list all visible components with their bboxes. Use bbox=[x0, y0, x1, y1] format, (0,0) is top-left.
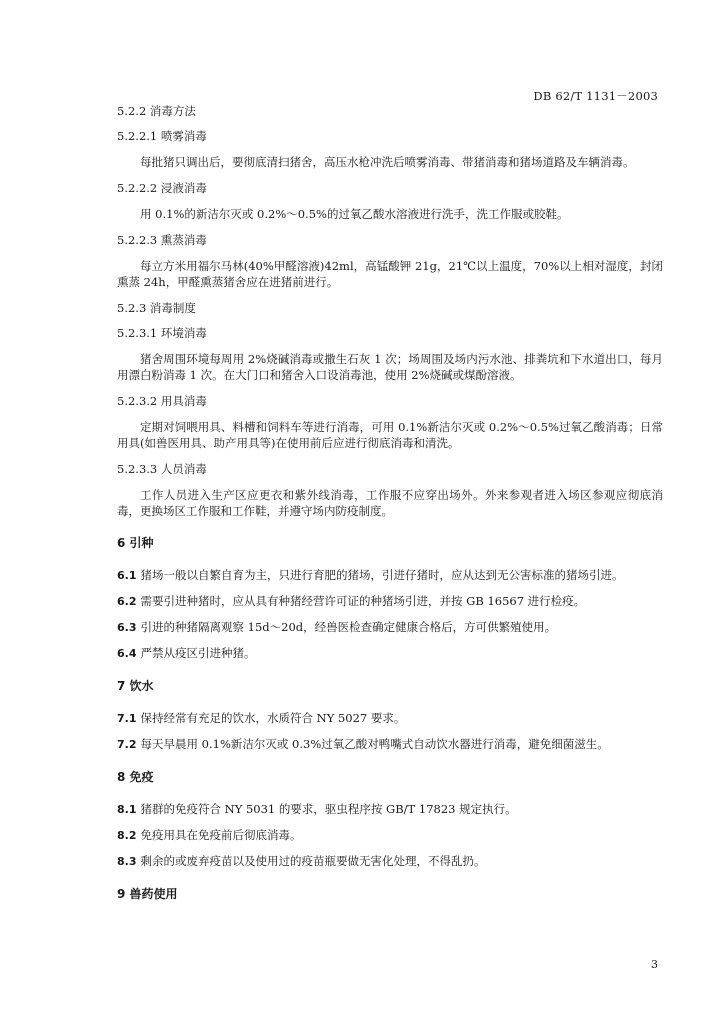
clause-text: 保持经常有充足的饮水，水质符合 NY 5027 要求。 bbox=[140, 711, 406, 725]
clause-5-2-3-3-text: 工作人员进入生产区应更衣和紫外线消毒，工作服不应穿出场外。外来参观者进入场区参观应彻底消毒，更换场区工作服和工作鞋，并遵守场内防疫制度。 bbox=[117, 488, 663, 518]
page-body bbox=[117, 104, 663, 918]
clause-number: 8.2 bbox=[117, 829, 137, 842]
clause-8-1 bbox=[117, 801, 663, 818]
clause-number: 6.1 bbox=[117, 569, 137, 582]
clause-5-2-3-1-text: 猪舍周围环境每周用 2%烧碱消毒或撒生石灰 1 次；场周围及场内污水池、排粪坑和下水道出口，每月用漂白粉消毒 1 次。在大门口和猪舍入口设消毒池，使用 2%烧碱或煤酚溶液。 bbox=[117, 352, 663, 382]
clause-text: 猪群的免疫符合 NY 5031 的要求，驱虫程序按 GB/T 17823 规定执行。 bbox=[140, 802, 517, 816]
clause-8-3 bbox=[117, 853, 663, 870]
clause-5-2-2-2-text: 用 0.1%的新洁尔灭或 0.2%～0.5%的过氧乙酸水溶液进行洗手，洗工作服或胶鞋。 bbox=[140, 207, 569, 221]
clause-number: 7.2 bbox=[117, 738, 137, 751]
clause-5-2-3-2-title: 5.2.3.2 用具消毒 bbox=[117, 394, 207, 408]
clause-6-4 bbox=[117, 645, 663, 662]
clause-5-2-2-2-title: 5.2.2.2 浸液消毒 bbox=[117, 181, 207, 195]
clause-text: 免疫用具在免疫前后彻底消毒。 bbox=[140, 828, 302, 842]
clause-text: 严禁从疫区引进种猪。 bbox=[140, 646, 256, 660]
section-6-heading: 6 引种 bbox=[117, 536, 154, 550]
clause-5-2-2-3-text: 每立方米用福尔马林(40%甲醛溶液)42ml，高锰酸钾 21g，21℃以上温度，70%以上相对湿度，封闭熏蒸 24h，甲醛熏蒸猪舍应在进猪前进行。 bbox=[117, 259, 663, 289]
clause-5-2-3-title: 5.2.3 消毒制度 bbox=[117, 301, 196, 315]
clause-5-2-2-3-title: 5.2.2.3 熏蒸消毒 bbox=[117, 233, 207, 247]
clause-number: 6.4 bbox=[117, 647, 137, 660]
clause-number: 6.2 bbox=[117, 595, 137, 608]
clause-7-2 bbox=[117, 736, 663, 753]
clause-8-2 bbox=[117, 827, 663, 844]
page-number: 3 bbox=[651, 958, 658, 971]
clause-number: 7.1 bbox=[117, 712, 137, 725]
standard-code: DB 62/T 1131－2003 bbox=[533, 89, 658, 103]
clause-6-1 bbox=[117, 567, 663, 584]
section-9-heading: 9 兽药使用 bbox=[117, 887, 178, 901]
clause-5-2-3-1-title: 5.2.3.1 环境消毒 bbox=[117, 326, 207, 340]
clause-6-2 bbox=[117, 593, 663, 610]
clause-text: 需要引进种猪时，应从具有种猪经营许可证的种猪场引进，并按 GB 16567 进行检疫。 bbox=[140, 594, 586, 608]
clause-5-2-2-title: 5.2.2 消毒方法 bbox=[117, 104, 196, 118]
clause-text: 每天早晨用 0.1%新洁尔灭或 0.3%过氧乙酸对鸭嘴式自动饮水器进行消毒，避免细菌滋生。 bbox=[140, 737, 609, 751]
clause-7-1 bbox=[117, 710, 663, 727]
clause-5-2-3-2-text: 定期对饲喂用具、料槽和饲料车等进行消毒，可用 0.1%新洁尔灭或 0.2%～0.5%过氧乙酸消毒；日常用具(如兽医用具、助产用具等)在使用前后应进行彻底消毒和清洗。 bbox=[117, 420, 663, 450]
section-7-heading: 7 饮水 bbox=[117, 679, 154, 693]
clause-number: 8.3 bbox=[117, 855, 137, 868]
clause-5-2-2-1-text: 每批猪只调出后，要彻底清扫猪舍，高压水枪冲洗后喷雾消毒、带猪消毒和猪场道路及车辆消毒。 bbox=[140, 155, 635, 169]
section-8-heading: 8 免疫 bbox=[117, 770, 154, 784]
clause-6-3 bbox=[117, 619, 663, 636]
clause-text: 引进的种猪隔离观察 15d～20d，经兽医检查确定健康合格后，方可供繁殖使用。 bbox=[140, 620, 557, 634]
clause-5-2-3-3-title: 5.2.3.3 人员消毒 bbox=[117, 462, 207, 476]
clause-5-2-2-1-title: 5.2.2.1 喷雾消毒 bbox=[117, 129, 207, 143]
clause-text: 猪场一般以自繁自育为主，只进行育肥的猪场，引进仔猪时，应从达到无公害标准的猪场引进。 bbox=[140, 568, 624, 582]
clause-number: 8.1 bbox=[117, 803, 137, 816]
clause-text: 剩余的或废弃疫苗以及使用过的疫苗瓶要做无害化处理，不得乱扔。 bbox=[140, 854, 486, 868]
clause-number: 6.3 bbox=[117, 621, 137, 634]
